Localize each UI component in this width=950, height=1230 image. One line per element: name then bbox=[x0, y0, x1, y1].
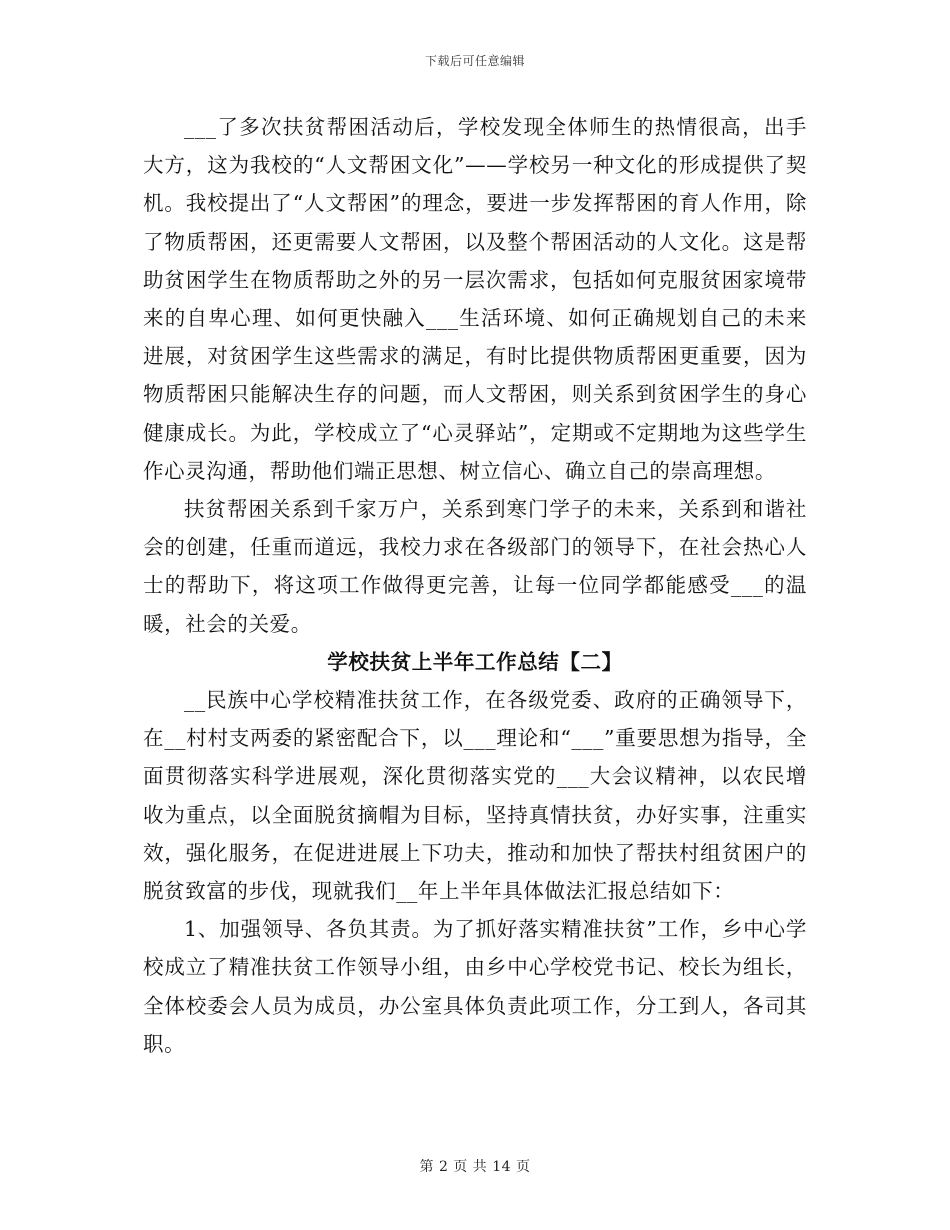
paragraph-humanistic-aid: ___了多次扶贫帮困活动后，学校发现全体师生的热情很高，出手大方，这为我校的“人文帮困文化”——学校另一种文化的形成提供了契机。我校提出了“人文帮困”的理念，要进一步发挥帮困的育人作用，除了物质帮困，还更需要人文帮困，以及整个帮困活动的人文化。这是帮助贫困学生在物质帮助之外的另一层次需求，包括如何克服贫困家境带来的自卑心理、如何更快融入___生活环境、如何正确规划自己的未来进展，对贫困学生这些需求的满足，有时比提供物质帮困更重要，因为物质帮困只能解决生存的问题，而人文帮困，则关系到贫困学生的身心健康成长。为此，学校成立了“心灵驿站”，定期或不定期地为这些学生作心灵沟通，帮助他们端正思想、树立信心、确立自己的崇高理想。 bbox=[143, 115, 807, 483]
section-title: 学校扶贫上半年工作总结【二】 bbox=[327, 649, 623, 674]
paragraph-leadership-responsibility: 1、加强领导、各负其责。为了抓好落实精准扶贫”工作，乡中心学校成立了精准扶贫工作领导小组，由乡中心学校党书记、校长为组长，全体校委会人员为成员，办公室具体负责此项工作，分工到人，各司其职。 bbox=[143, 917, 807, 1056]
paragraph-poverty-relief-importance: 扶贫帮困关系到千家万户，关系到寒门学子的未来，关系到和谐社会的创建，任重而道远，我校力求在各级部门的领导下，在社会热心人士的帮助下，将这项工作做得更完善，让每一位同学都能感受___的温暖，社会的关爱。 bbox=[143, 497, 807, 636]
page-number-footer: 第 2 页 共 14 页 bbox=[419, 1159, 531, 1175]
page-header-note: 下载后可任意编辑 bbox=[424, 54, 525, 68]
paragraph-precision-poverty-work: __民族中心学校精准扶贫工作，在各级党委、政府的正确领导下，在__村村支两委的紧密配合下，以___理论和“___”重要思想为指导，全面贯彻落实科学进展观，深化贯彻落实党的___大会议精神，以农民增收为重点，以全面脱贫摘帽为目标，坚持真情扶贫，办好实事，注重实效，强化服务，在促进进展上下功夫，推动和加快了帮扶村组贫困户的脱贫致富的步伐，现就我们__年上半年具体做法汇报总结如下： bbox=[143, 688, 807, 904]
document-body bbox=[143, 108, 807, 1063]
